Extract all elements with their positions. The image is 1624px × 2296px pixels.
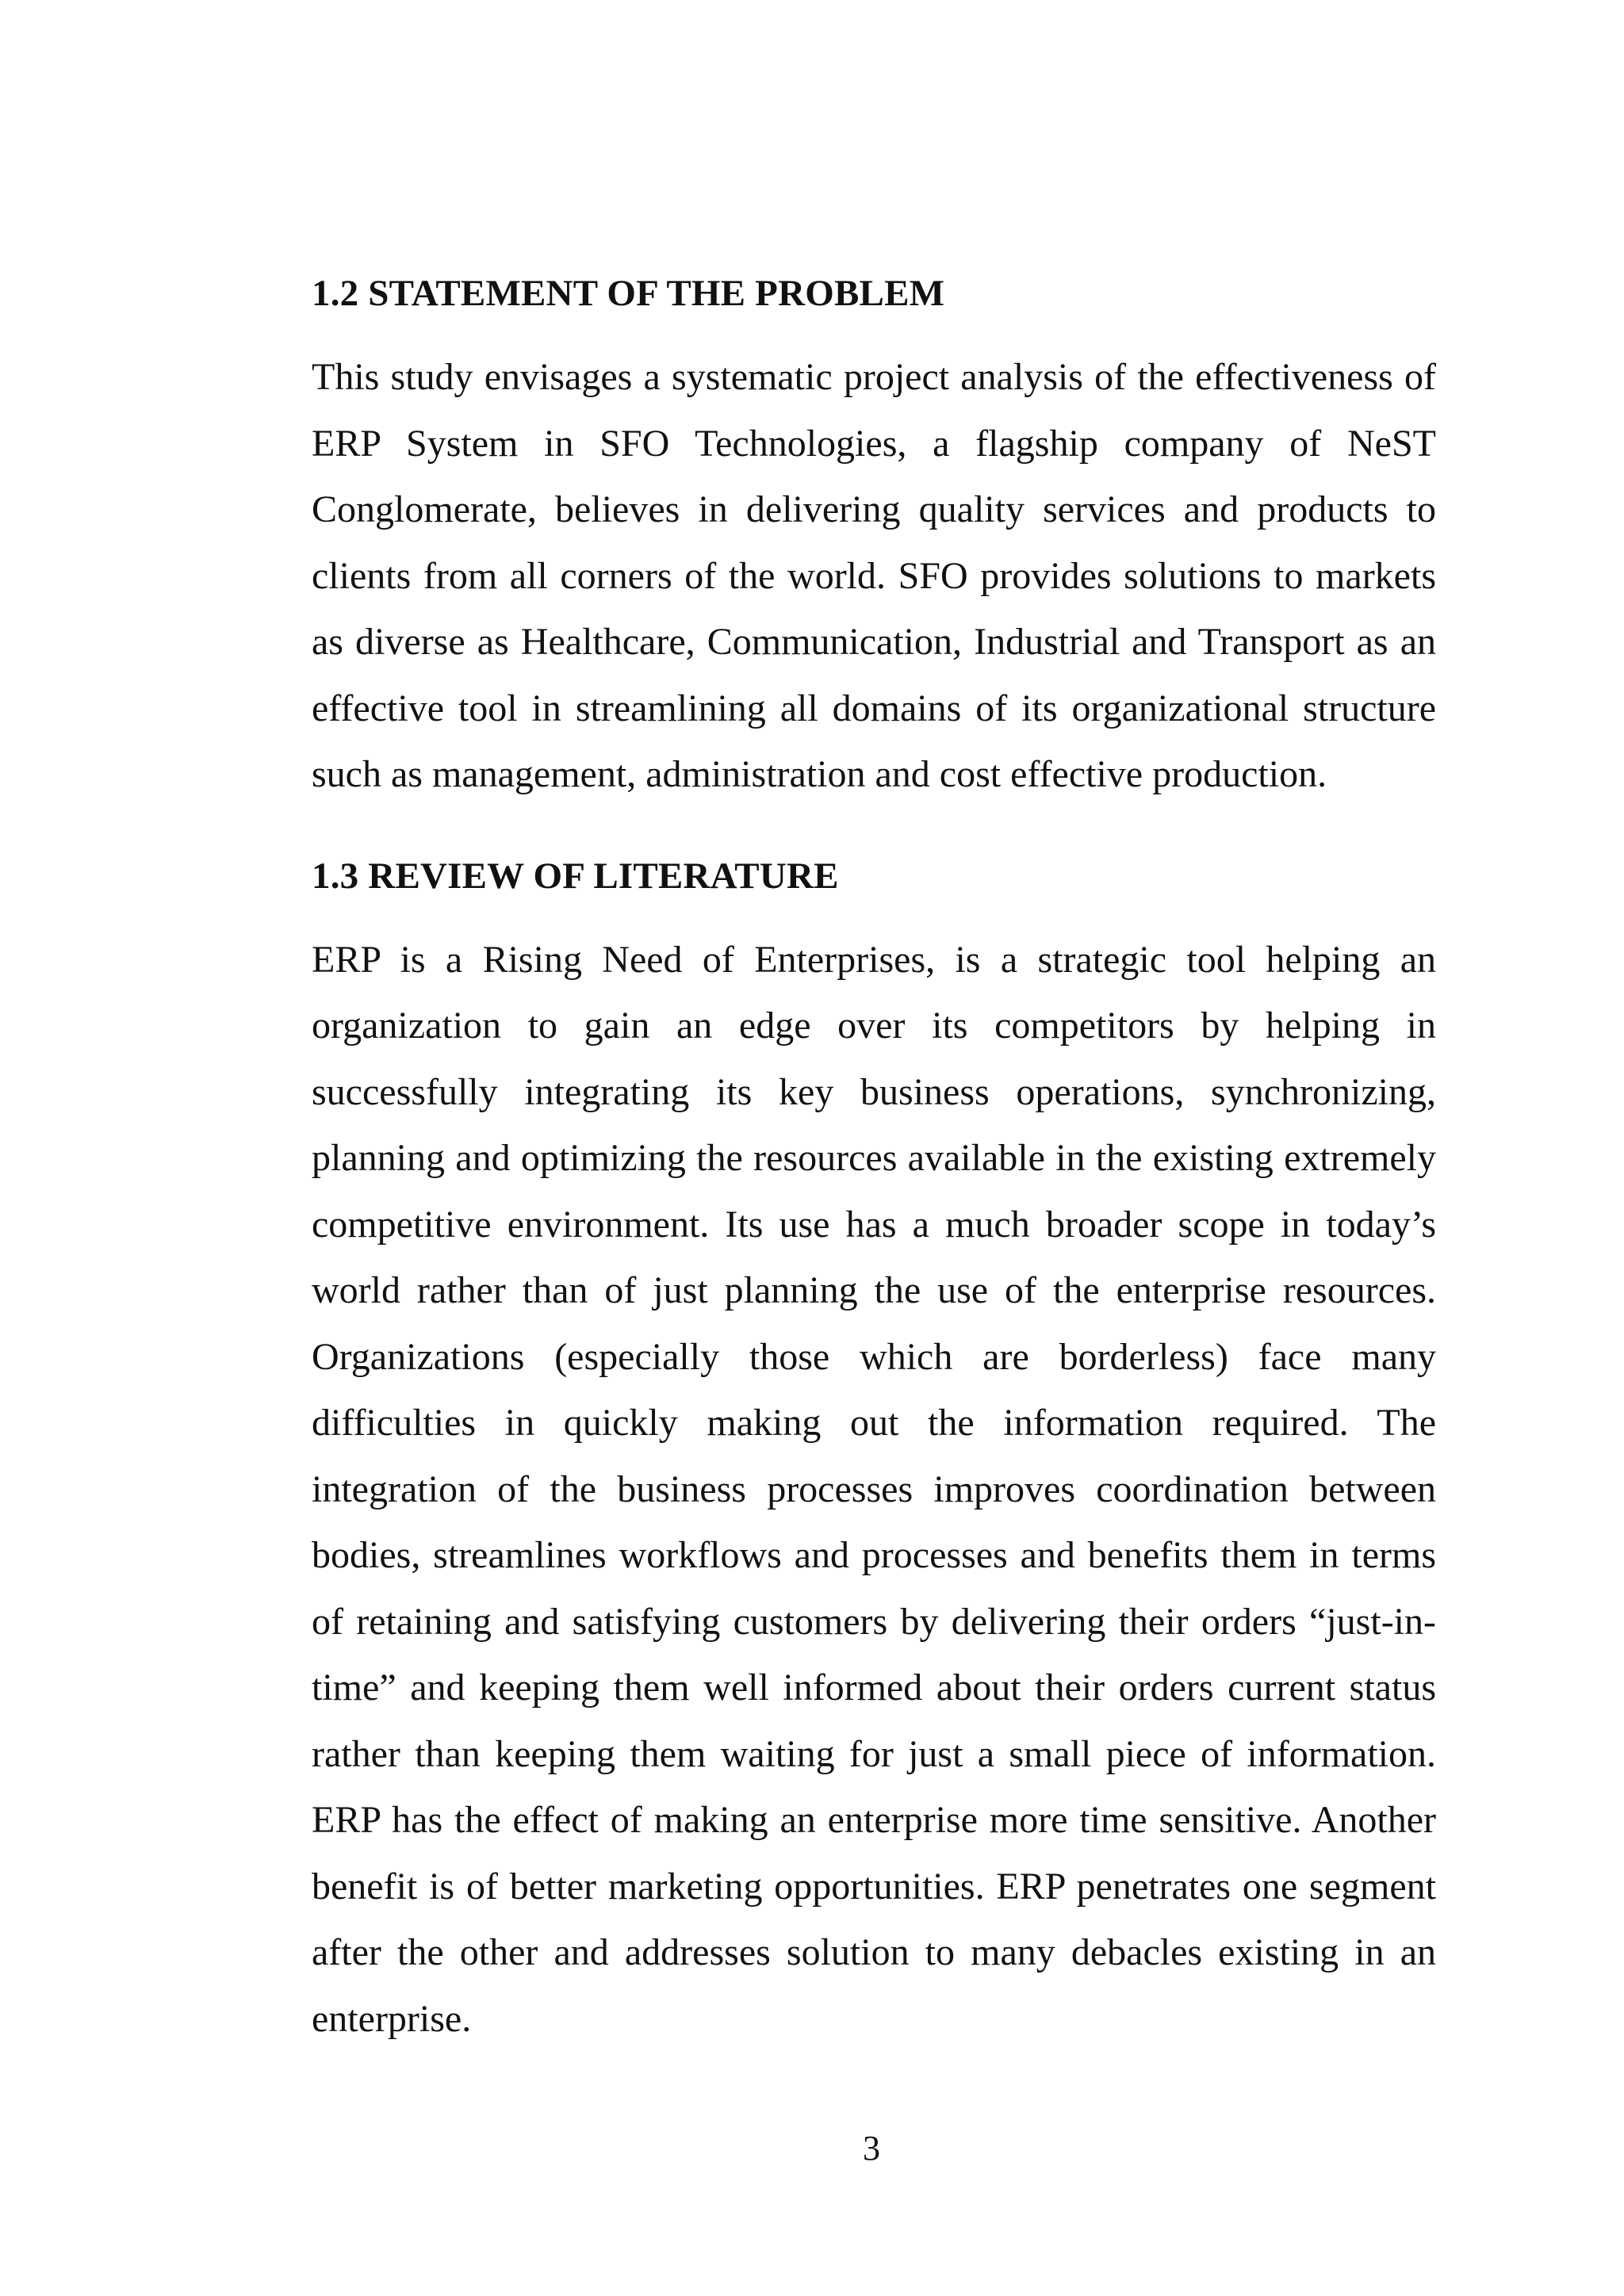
section-spacer — [312, 808, 1436, 849]
page-number: 3 — [863, 2129, 880, 2168]
section-body-statement-of-problem: This study envisages a systematic project analysis of the effectiveness of ERP System in SFO Technologies, a flagship company of NeST Conglomerate, believes in delivering quality services and products to clients from all corners of the world. SFO provides solutions to markets as diverse as Healthcare, Communication, Industrial and Transport as an effective tool in streamlining all domains of its organizational structure such as management, administration and cost effective production. — [312, 356, 1436, 795]
page-content — [312, 266, 1436, 2052]
section-heading-statement-of-problem: 1.2 STATEMENT OF THE PROBLEM — [312, 273, 945, 314]
section-body-review-of-literature: ERP is a Rising Need of Enterprises, is a strategic tool helping an organization to gain an edge over its competitors by helping in successfully integrating its key business operations, synchronizing, planning and optimizing the resources available in the existing extremely competitive environment. Its use has a much broader scope in today’s world rather than of just planning the use of the enterprise resources. Organizations (especially those which are borderless) face many difficulties in quickly making out the information required. The integration of the business processes improves coordination between bodies, streamlines workflows and processes and benefits them in terms of retaining and satisfying customers by delivering their orders “just-in-time” and keeping them well informed about their orders current status rather than keeping them waiting for just a small piece of information. ERP has the effect of making an enterprise more time sensitive. Another benefit is of better marketing opportunities. ERP penetrates one segment after the other and addresses solution to many debacles existing in an enterprise. — [312, 938, 1436, 2040]
section-heading-review-of-literature: 1.3 REVIEW OF LITERATURE — [312, 855, 839, 897]
